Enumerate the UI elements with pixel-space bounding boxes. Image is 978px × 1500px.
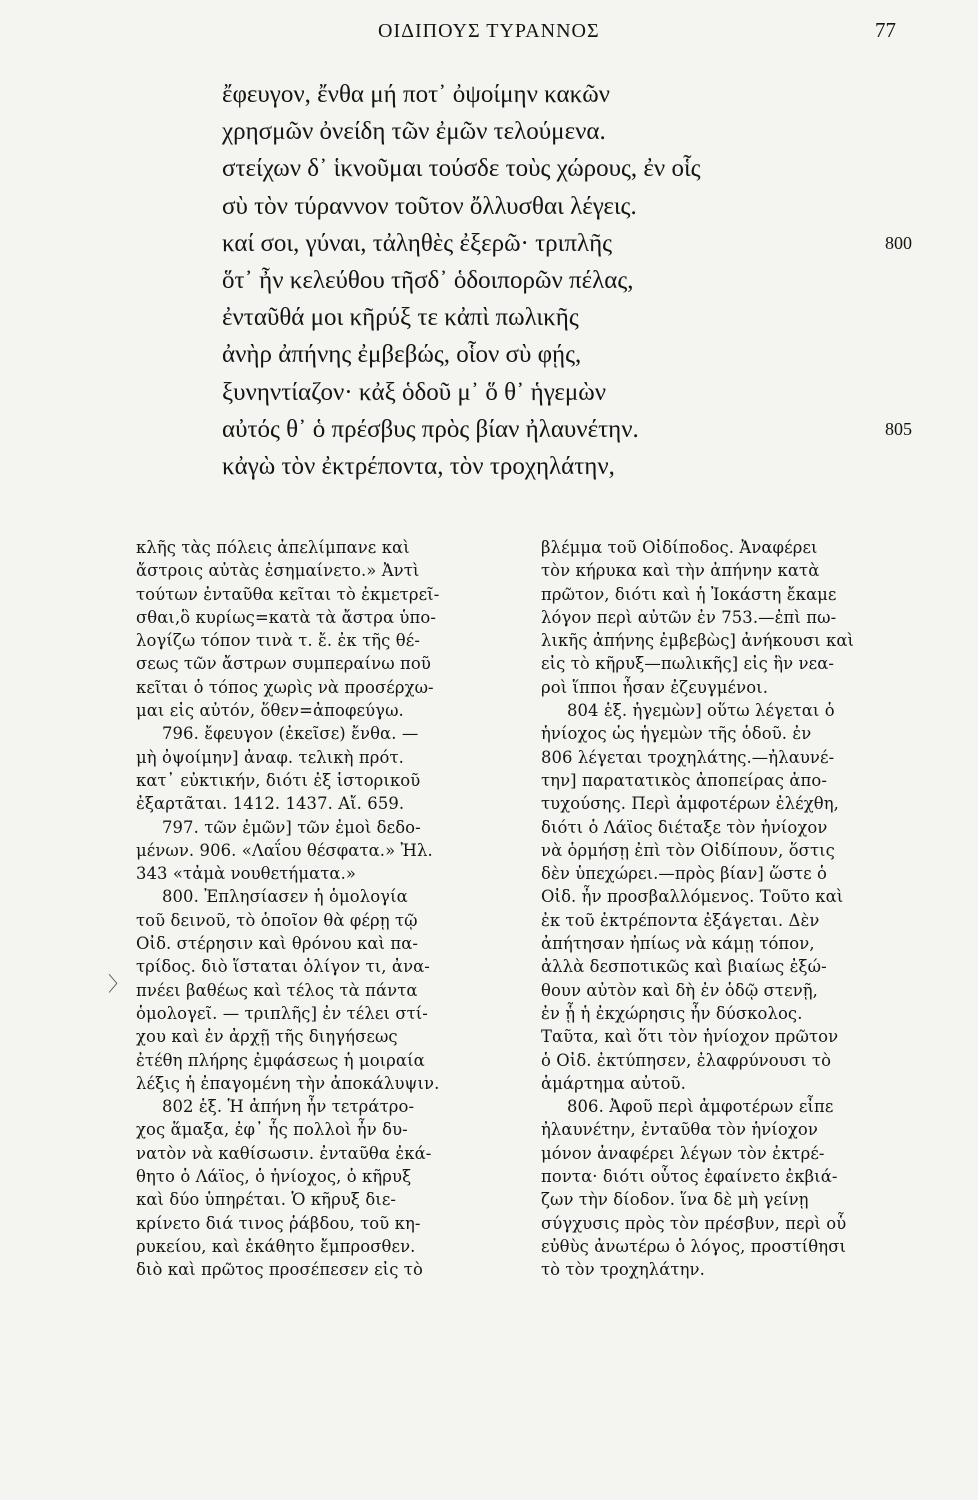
verse-line	[222, 225, 922, 262]
commentary-line: 796. ἔφευγον (ἐκεῖσε) ἔνθα. —	[162, 724, 419, 744]
commentary-line: θητο ὁ Λάϊος, ὁ ἡνίοχος, ὁ κῆρυξ	[136, 1167, 412, 1187]
commentary-line: Οἰδ. στέρησιν καὶ θρόνου καὶ πα-	[136, 934, 419, 954]
verse-line-text: χρησμῶν ὀνείδη τῶν ἐμῶν τελούμενα.	[222, 118, 606, 146]
commentary-line: διὸ καὶ πρῶτος προσέπεσεν εἰς τὸ	[136, 1260, 423, 1280]
verse-line	[222, 113, 922, 150]
commentary-line: ὁμολογεῖ. — τριπλῆς] ἐν τέλει στί-	[136, 1003, 428, 1023]
commentary-line: κεῖται ὁ τόπος χωρὶς νὰ προσέρχω-	[136, 677, 434, 697]
commentary-line: 806 λέγεται τροχηλάτης.—ἠλαυνέ-	[541, 747, 835, 767]
commentary-line: Ταῦτα, καὶ ὅτι τὸν ἡνίοχον πρῶτον	[541, 1027, 839, 1047]
commentary-line: ἀπήτησαν ἠπίως νὰ κάμῃ τόπον,	[541, 934, 815, 954]
commentary-line: τυχούσης. Περὶ ἀμφοτέρων ἐλέχθη,	[541, 794, 839, 814]
commentary-line: λέξις ἡ ἐπαγομένη τὴν ἀποκάλυψιν.	[136, 1073, 440, 1093]
commentary-line: εὐθὺς ἀνωτέρω ὁ λόγος, προστίθησι	[541, 1236, 847, 1256]
verse-line-text: αὐτός θ᾽ ὁ πρέσβυς πρὸς βίαν ἠλαυνέτην.	[222, 415, 639, 443]
commentary-left-column	[136, 536, 528, 1282]
verse-line	[222, 76, 922, 113]
commentary-line: μένων. 906. «Λαΐου θέσφατα.» Ἠλ.	[136, 840, 433, 860]
verse-line-text: σὺ τὸν τύραννον τοῦτον ὄλλυσθαι λέγεις.	[222, 192, 637, 220]
verse-line	[222, 262, 922, 299]
verse-line-text: ἔφευγον, ἔνθα μή ποτ᾽ ὀψοίμην κακῶν	[222, 81, 610, 108]
verse-line	[222, 336, 922, 373]
commentary-line: κλῆς τὰς πόλεις ἀπελίμπανε καὶ	[136, 538, 410, 557]
commentary-line: σύγχυσις πρὸς τὸν πρέσβυν, περὶ οὗ	[541, 1213, 847, 1233]
verse-line-text: ὅτ᾽ ἦν κελεύθου τῆσδ᾽ ὁδοιπορῶν πέλας,	[222, 266, 634, 294]
commentary-line: τοῦ δεινοῦ, τὸ ὁποῖον θὰ φέρῃ τῷ	[136, 910, 418, 930]
verse-line	[222, 299, 922, 336]
commentary-line: 797. τῶν ἐμῶν] τῶν ἐμοὶ δεδο-	[162, 817, 421, 837]
line-number: 800	[885, 232, 912, 253]
verse-line-text: ἐνταῦθά μοι κῆρύξ τε κἀπὶ πωλικῆς	[222, 304, 579, 332]
commentary-line: ἐν ᾗ ἡ ἐκχώρησις ἦν δύσκολος.	[541, 1003, 803, 1023]
verse-line	[222, 188, 922, 225]
commentary-line: 804 ἑξ. ἡγεμὼν] οὕτω λέγεται ὁ	[567, 701, 835, 721]
commentary-line: κρίνετο διά τινος ῥάβδου, τοῦ κη-	[136, 1213, 421, 1233]
commentary-line: βλέμμα τοῦ Οἰδίποδος. Ἀναφέρει	[541, 538, 818, 557]
commentary-line: λόγον περὶ αὐτῶν ἐν 753.—ἐπὶ πω-	[541, 607, 837, 627]
commentary-line: μόνον ἀναφέρει λέγων τὸν ἐκτρέ-	[541, 1143, 825, 1163]
verse-line-text: ἀνὴρ ἀπήνης ἐμβεβώς, οἷον σὺ φῄς,	[222, 341, 582, 369]
page-number: 77	[875, 18, 896, 42]
commentary-line: νὰ ὁρμήσῃ ἐπὶ τὸν Οἰδίπουν, ὅστις	[541, 840, 835, 860]
commentary-line: 806. Ἀφοῦ περὶ ἀμφοτέρων εἶπε	[567, 1097, 834, 1117]
commentary-line: τούτων ἐνταῦθα κεῖται τὸ ἐκμετρεῖ-	[136, 584, 440, 604]
commentary-line: μαι εἰς αὐτόν, ὅθεν=ἀποφεύγω.	[136, 701, 404, 721]
commentary-line: 802 ἑξ. Ἡ ἀπήνη ἦν τετράτρο-	[162, 1097, 415, 1117]
commentary-line: σθαι,ὃ κυρίως=κατὰ τὰ ἄστρα ὑπο-	[136, 607, 436, 627]
commentary-line: ἡνίοχος ὡς ἡγεμὼν τῆς ὁδοῦ. ἐν	[541, 724, 812, 744]
commentary-line: ροὶ ἵπποι ἦσαν ἐζευγμένοι.	[541, 677, 769, 697]
commentary-line: θουν αὐτὸν καὶ δὴ ἐν ὁδῷ στενῇ,	[541, 980, 818, 1000]
commentary-line: διότι ὁ Λάϊος διέταξε τὸν ἡνίοχον	[541, 817, 828, 837]
commentary-line: ἀλλὰ δεσποτικῶς καὶ βιαίως ἐξώ-	[541, 957, 827, 977]
commentary-line: σεως τῶν ἄστρων συμπεραίνω ποῦ	[136, 654, 431, 674]
verse-line-text: στείχων δ᾽ ἱκνοῦμαι τούσδε τοὺς χώρους, ἐν οἷς	[222, 155, 701, 183]
verse-text	[222, 76, 922, 485]
commentary-line: λογίζω τόπον τινὰ τ. ἔ. ἐκ τῆς θέ-	[136, 631, 420, 651]
margin-mark: 〉	[108, 972, 128, 996]
commentary-line: ὁ Οἰδ. ἐκτύπησεν, ἐλαφρύνουσι τὸ	[541, 1050, 832, 1070]
commentary-line: πρῶτον, διότι καὶ ἡ Ἰοκάστη ἔκαμε	[541, 584, 837, 604]
commentary-line: ἐτέθη πλήρης ἐμφάσεως ἡ μοιραία	[136, 1050, 425, 1070]
commentary-line: ποντα· διότι οὗτος ἐφαίνετο ἐκβιά-	[541, 1167, 838, 1187]
verse-line-text: ξυνηντίαζον· κἀξ ὁδοῦ μ᾽ ὅ θ᾽ ἡγεμὼν	[222, 378, 607, 406]
running-head: ΟΙΔΙΠΟΥΣ ΤΥΡΑΝΝΟΣ	[378, 20, 600, 42]
commentary-line: πνέει βαθέως καὶ τέλος τὰ πάντα	[136, 980, 418, 1000]
commentary-line: ἐξαρτᾶται. 1412. 1437. Αἴ. 659.	[136, 794, 405, 814]
commentary-line: δὲν ὑπεχώρει.—πρὸς βίαν] ὥστε ὁ	[541, 864, 828, 884]
commentary-line: 343 «τἀμὰ νουθετήματα.»	[136, 864, 357, 884]
verse-line	[222, 411, 922, 448]
commentary-right-column	[541, 536, 933, 1282]
commentary-line: 800. Ἐπλησίασεν ἡ ὁμολογία	[162, 887, 408, 907]
commentary-line: τὸν κήρυκα καὶ τὴν ἀπήνην κατὰ	[541, 561, 820, 581]
line-number: 805	[885, 418, 912, 439]
commentary-line: ἐκ τοῦ ἐκτρέποντα ἐξάγεται. Δὲν	[541, 910, 820, 930]
commentary-line: τρίδος. διὸ ἵσταται ὀλίγον τι, ἀνα-	[136, 957, 430, 977]
commentary-line: ζων τὴν δίοδον. ἵνα δὲ μὴ γείνῃ	[541, 1190, 809, 1210]
commentary-line: χου καὶ ἐν ἀρχῇ τῆς διηγήσεως	[136, 1027, 398, 1047]
commentary-line: την] παρατατικὸς ἀποπείρας ἀπο-	[541, 770, 827, 790]
verse-line	[222, 448, 922, 485]
commentary-line: καὶ δύο ὑπηρέται. Ὁ κῆρυξ διε-	[136, 1190, 397, 1210]
commentary-line: ρυκείου, καὶ ἐκάθητο ἔμπροσθεν.	[136, 1236, 416, 1256]
commentary-line: λικῆς ἀπήνης ἐμβεβὼς] ἀνήκουσι καὶ	[541, 631, 855, 651]
verse-line-text: καί σοι, γύναι, τἀληθὲς ἐξερῶ· τριπλῆς	[222, 229, 613, 257]
commentary-line: χος ἅμαξα, ἐφ᾽ ἧς πολλοὶ ἦν δυ-	[136, 1120, 408, 1140]
commentary-line: ἄστροις αὐτὰς ἐσημαίνετο.» Ἀντὶ	[136, 561, 420, 581]
commentary-line: μὴ ὀψοίμην] ἀναφ. τελικὴ πρότ.	[136, 747, 404, 767]
commentary-line: εἰς τὸ κῆρυξ—πωλικῆς] εἰς ἣν νεα-	[541, 654, 835, 674]
commentary-line: τὸ τὸν τροχηλάτην.	[541, 1260, 705, 1280]
commentary-line: ἠλαυνέτην, ἐνταῦθα τὸν ἡνίοχον	[541, 1120, 818, 1140]
verse-line-text: κἀγὼ τὸν ἐκτρέποντα, τὸν τροχηλάτην,	[222, 452, 615, 480]
commentary-line: κατ᾽ εὐκτικήν, διότι ἐξ ἱστορικοῦ	[136, 770, 421, 790]
commentary-line: ἁμάρτημα αὐτοῦ.	[541, 1073, 686, 1093]
verse-line	[222, 374, 922, 411]
commentary-line: Οἰδ. ἦν προσβαλλόμενος. Τοῦτο καὶ	[541, 887, 844, 907]
commentary-line: νατὸν νὰ καθίσωσιν. ἐνταῦθα ἐκά-	[136, 1143, 432, 1163]
verse-line	[222, 150, 922, 187]
